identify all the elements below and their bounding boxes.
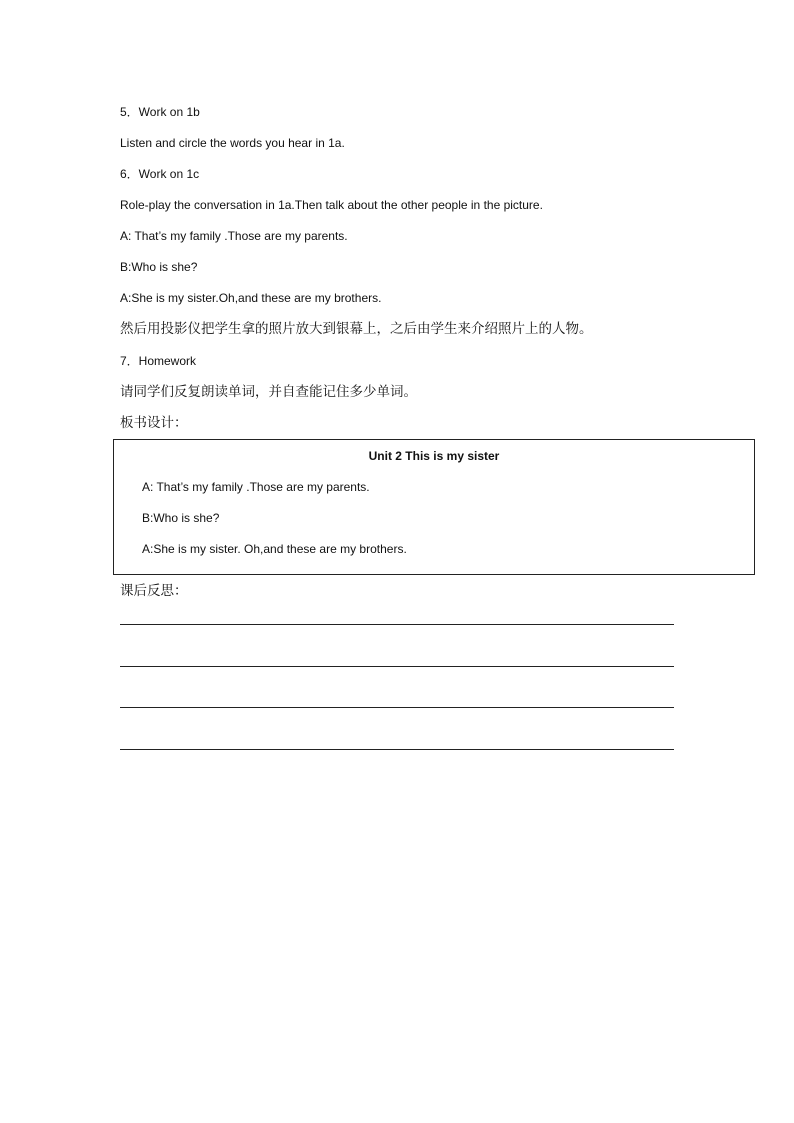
- reflection-label: 课后反思：: [120, 583, 188, 598]
- step-5-heading: 5．Work on 1b: [120, 105, 200, 119]
- board-line-a1: A: That’s my family .Those are my parents.: [142, 480, 370, 494]
- board-design-label: 板书设计：: [120, 415, 188, 430]
- homework-heading: 7．Homework: [120, 354, 197, 368]
- projector-note: 然后用投影仪把学生拿的照片放大到银幕上，之后由学生来介绍照片上的人物。: [120, 321, 593, 336]
- board-title: Unit 2 This is my sister: [368, 449, 500, 463]
- step-6-instruction: Role-play the conversation in 1a.Then talk about the other people in the picture.: [120, 198, 543, 212]
- dialogue-line-a1: A: That’s my family .Those are my parents.: [120, 229, 348, 243]
- reflection-blank-line: [120, 666, 674, 667]
- homework-text: 请同学们反复朗读单词，并自查能记住多少单词。: [120, 384, 417, 399]
- board-line-a2: A:She is my sister. Oh,and these are my brothers.: [142, 542, 407, 556]
- dialogue-line-b: B:Who is she?: [120, 260, 198, 274]
- board-design-box: [113, 439, 755, 575]
- reflection-blank-line: [120, 624, 674, 625]
- dialogue-line-a2: A:She is my sister.Oh,and these are my brothers.: [120, 291, 382, 305]
- board-line-b: B:Who is she?: [142, 511, 220, 525]
- reflection-blank-line: [120, 707, 674, 708]
- reflection-blank-line: [120, 749, 674, 750]
- step-5-instruction: Listen and circle the words you hear in 1a.: [120, 136, 345, 150]
- step-6-heading: 6．Work on 1c: [120, 167, 200, 181]
